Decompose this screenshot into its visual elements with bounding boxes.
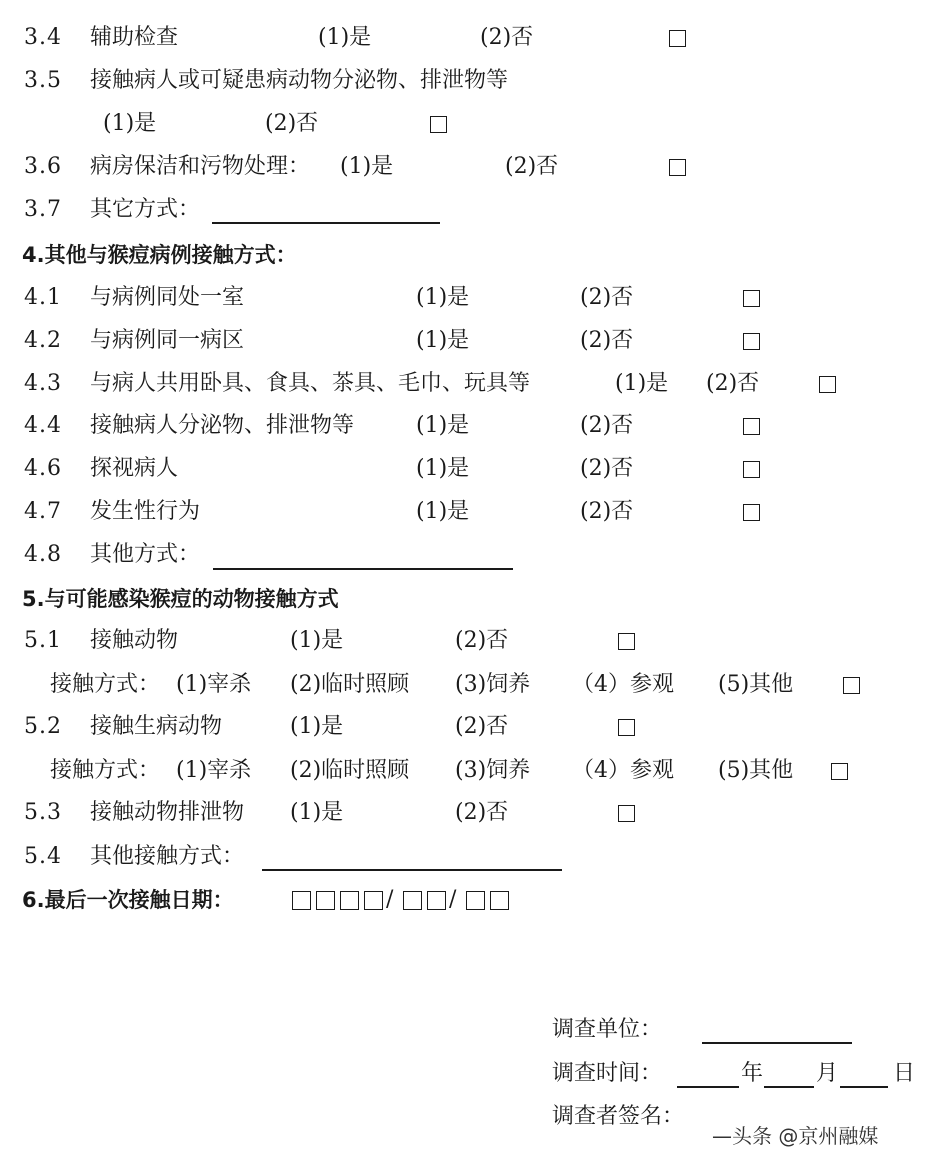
- contact-mode-option: (1)宰杀: [176, 758, 252, 783]
- option-no: (2)否: [505, 154, 559, 179]
- answer-checkbox[interactable]: [618, 805, 635, 822]
- option-yes: (1)是: [290, 800, 344, 825]
- year-blank[interactable]: [677, 1086, 739, 1088]
- contact-mode-option: (1)宰杀: [176, 672, 252, 697]
- contact-mode-option: (2)临时照顾: [290, 672, 410, 697]
- day-blank[interactable]: [840, 1086, 888, 1088]
- option-yes: (1)是: [340, 154, 394, 179]
- answer-checkbox[interactable]: [618, 633, 635, 650]
- item-number: 3.7: [24, 197, 62, 222]
- section-title: 4.其他与猴痘病例接触方式：: [22, 243, 297, 267]
- item-label: 其它方式：: [90, 197, 201, 222]
- item-label: 其他接触方式：: [90, 844, 245, 869]
- option-no: (2)否: [455, 714, 509, 739]
- date-digit-box[interactable]: [292, 891, 311, 910]
- survey-unit-label: 调查单位：: [552, 1017, 663, 1042]
- contact-mode-option: (5)其他: [718, 758, 794, 783]
- answer-checkbox[interactable]: [669, 159, 686, 176]
- item-label: 接触病人分泌物、排泄物等: [90, 413, 355, 438]
- answer-checkbox[interactable]: [743, 418, 760, 435]
- item-label: 病房保洁和污物处理：: [90, 154, 311, 179]
- option-yes: (1)是: [290, 714, 344, 739]
- option-yes: (1)是: [615, 371, 669, 396]
- item-number: 4.7: [24, 499, 62, 524]
- item-label: 接触动物排泄物: [90, 800, 245, 825]
- date-digit-box[interactable]: [490, 891, 509, 910]
- day-label: 日: [893, 1061, 916, 1086]
- date-separator: /: [386, 887, 394, 912]
- option-no: (2)否: [580, 285, 634, 310]
- contact-mode-option: (5)其他: [718, 672, 794, 697]
- answer-checkbox[interactable]: [743, 290, 760, 307]
- date-separator: /: [449, 887, 457, 912]
- option-no: (2)否: [580, 499, 634, 524]
- item-number: 4.4: [24, 413, 62, 438]
- contact-mode-option: (2)临时照顾: [290, 758, 410, 783]
- date-digit-box[interactable]: [466, 891, 485, 910]
- item-number: 4.1: [24, 285, 62, 310]
- option-no: (2)否: [706, 371, 760, 396]
- option-yes: (1)是: [416, 413, 470, 438]
- section-title: 6.最后一次接触日期：: [22, 888, 234, 912]
- month-label: 月: [816, 1061, 839, 1086]
- fill-in-blank[interactable]: [213, 568, 513, 570]
- item-number: 4.8: [24, 542, 62, 567]
- survey-time-label: 调查时间：: [552, 1061, 663, 1086]
- answer-checkbox[interactable]: [743, 333, 760, 350]
- date-digit-box[interactable]: [364, 891, 383, 910]
- item-number: 4.3: [24, 371, 62, 396]
- date-digit-box[interactable]: [427, 891, 446, 910]
- option-no: (2)否: [455, 628, 509, 653]
- item-label: 其他方式：: [90, 542, 201, 567]
- option-no: (2)否: [580, 328, 634, 353]
- item-label: 发生性行为: [90, 499, 201, 524]
- item-number: 5.2: [24, 714, 62, 739]
- answer-checkbox[interactable]: [831, 763, 848, 780]
- option-yes: (1)是: [416, 328, 470, 353]
- option-yes: (1)是: [290, 628, 344, 653]
- year-label: 年: [741, 1061, 764, 1086]
- option-yes: (1)是: [416, 499, 470, 524]
- survey-unit-blank[interactable]: [702, 1042, 852, 1044]
- item-number: 3.6: [24, 154, 62, 179]
- item-label: 辅助检查: [90, 25, 179, 50]
- option-yes: (1)是: [103, 111, 157, 136]
- item-number: 5.4: [24, 844, 62, 869]
- date-digit-box[interactable]: [340, 891, 359, 910]
- answer-checkbox[interactable]: [743, 504, 760, 521]
- item-number: 4.6: [24, 456, 62, 481]
- item-label: 与病例同处一室: [90, 285, 245, 310]
- watermark: —头条 @京州融媒: [712, 1124, 879, 1148]
- option-no: (2)否: [265, 111, 319, 136]
- item-label: 与病例同一病区: [90, 328, 245, 353]
- item-label: 接触生病动物: [90, 714, 223, 739]
- fill-in-blank[interactable]: [212, 222, 440, 224]
- date-digit-box[interactable]: [403, 891, 422, 910]
- contact-mode-option: (3)饲养: [455, 758, 531, 783]
- item-number: 3.5: [24, 68, 62, 93]
- section-title: 5.与可能感染猴痘的动物接触方式: [22, 587, 339, 611]
- item-label: 探视病人: [90, 456, 179, 481]
- item-number: 5.3: [24, 800, 62, 825]
- item-label: 与病人共用卧具、食具、茶具、毛巾、玩具等: [90, 371, 531, 396]
- contact-mode-option: (3)饲养: [455, 672, 531, 697]
- answer-checkbox[interactable]: [430, 116, 447, 133]
- option-yes: (1)是: [318, 25, 372, 50]
- item-label: 接触病人或可疑患病动物分泌物、排泄物等: [90, 68, 509, 93]
- answer-checkbox[interactable]: [843, 677, 860, 694]
- option-yes: (1)是: [416, 456, 470, 481]
- signature-label: 调查者签名：: [552, 1104, 685, 1129]
- option-no: (2)否: [455, 800, 509, 825]
- contact-mode-label: 接触方式：: [50, 672, 161, 697]
- option-no: (2)否: [580, 413, 634, 438]
- contact-mode-label: 接触方式：: [50, 758, 161, 783]
- month-blank[interactable]: [764, 1086, 814, 1088]
- fill-in-blank[interactable]: [262, 869, 562, 871]
- answer-checkbox[interactable]: [743, 461, 760, 478]
- item-label: 接触动物: [90, 628, 179, 653]
- answer-checkbox[interactable]: [669, 30, 686, 47]
- item-number: 4.2: [24, 328, 62, 353]
- option-yes: (1)是: [416, 285, 470, 310]
- answer-checkbox[interactable]: [819, 376, 836, 393]
- answer-checkbox[interactable]: [618, 719, 635, 736]
- option-no: (2)否: [480, 25, 534, 50]
- item-number: 5.1: [24, 628, 62, 653]
- contact-mode-option: （4）参观: [572, 758, 674, 783]
- contact-mode-option: （4）参观: [572, 672, 674, 697]
- date-digit-box[interactable]: [316, 891, 335, 910]
- item-number: 3.4: [24, 25, 62, 50]
- option-no: (2)否: [580, 456, 634, 481]
